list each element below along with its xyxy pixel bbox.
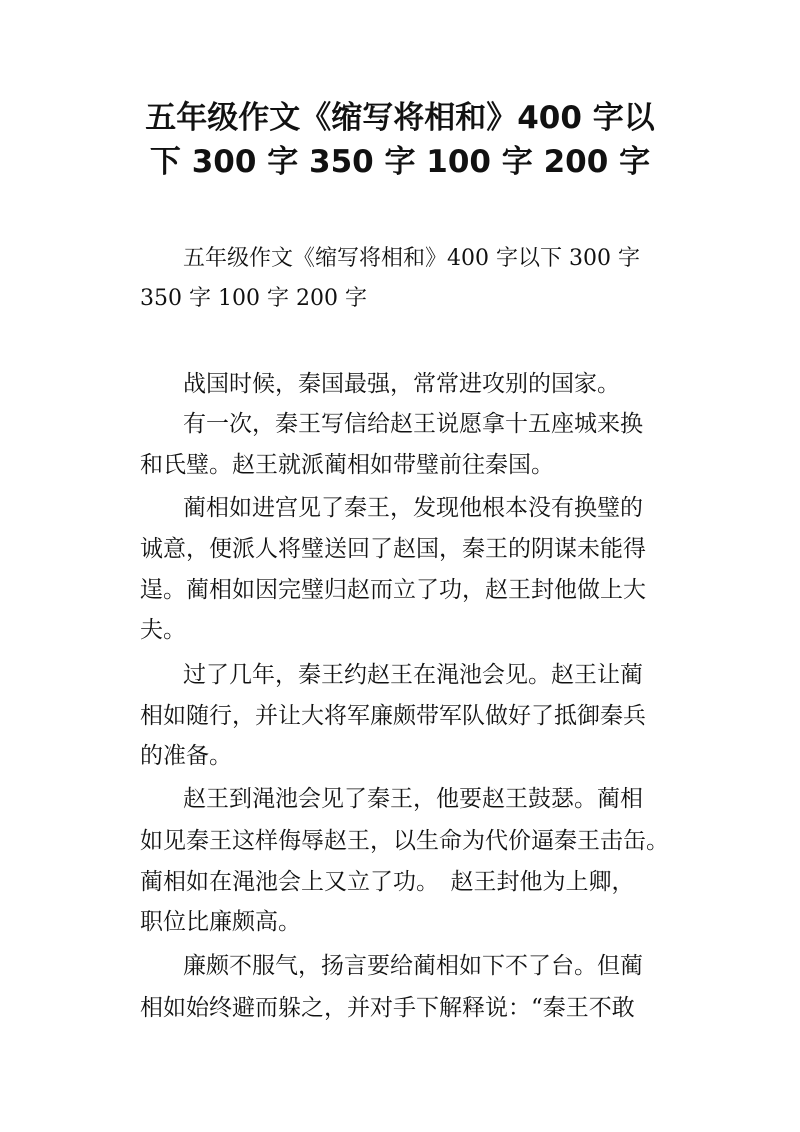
document-title-line-2: 下 300 字 350 字 100 字 200 字 <box>149 144 651 180</box>
body-line: 有一次，秦王写信给赵王说愿拿十五座城来换 <box>183 411 643 437</box>
document-title-line-1: 五年级作文《缩写将相和》400 字以 <box>145 100 655 136</box>
body-line: 廉颇不服气，扬言要给蔺相如下不了台。但蔺 <box>183 953 643 979</box>
body-line: 如见秦王这样侮辱赵王，以生命为代价逼秦王击缶。 <box>140 828 669 854</box>
body-line: 相如始终避而躲之，并对手下解释说：“秦王不敢 <box>140 995 635 1021</box>
body-line: 蔺相如在渑池会上又立了功。 赵王封他为上卿， <box>140 869 635 895</box>
body-line: 和氏璧。赵王就派蔺相如带璧前往秦国。 <box>140 452 554 478</box>
body-line: 的准备。 <box>140 743 232 769</box>
subtitle-line-1: 五年级作文《缩写将相和》400 字以下 300 字 <box>183 246 640 271</box>
body-line: 逞。蔺相如因完璧归赵而立了功，赵王封他做上大 <box>140 577 646 603</box>
body-line: 战国时候，秦国最强，常常进攻别的国家。 <box>183 371 620 397</box>
body-line: 夫。 <box>140 617 186 643</box>
body-line: 职位比廉颇高。 <box>140 909 301 935</box>
body-line: 赵王到渑池会见了秦王，他要赵王鼓瑟。蔺相 <box>183 786 643 812</box>
body-line: 诚意，便派人将璧送回了赵国，秦王的阴谋未能得 <box>140 536 646 562</box>
subtitle-line-2: 350 字 100 字 200 字 <box>140 286 367 311</box>
body-line: 蔺相如进宫见了秦王，发现他根本没有换璧的 <box>183 495 643 521</box>
body-line: 过了几年，秦王约赵王在渑池会见。赵王让蔺 <box>183 662 643 688</box>
body-line: 相如随行，并让大将军廉颇带军队做好了抵御秦兵 <box>140 703 646 729</box>
